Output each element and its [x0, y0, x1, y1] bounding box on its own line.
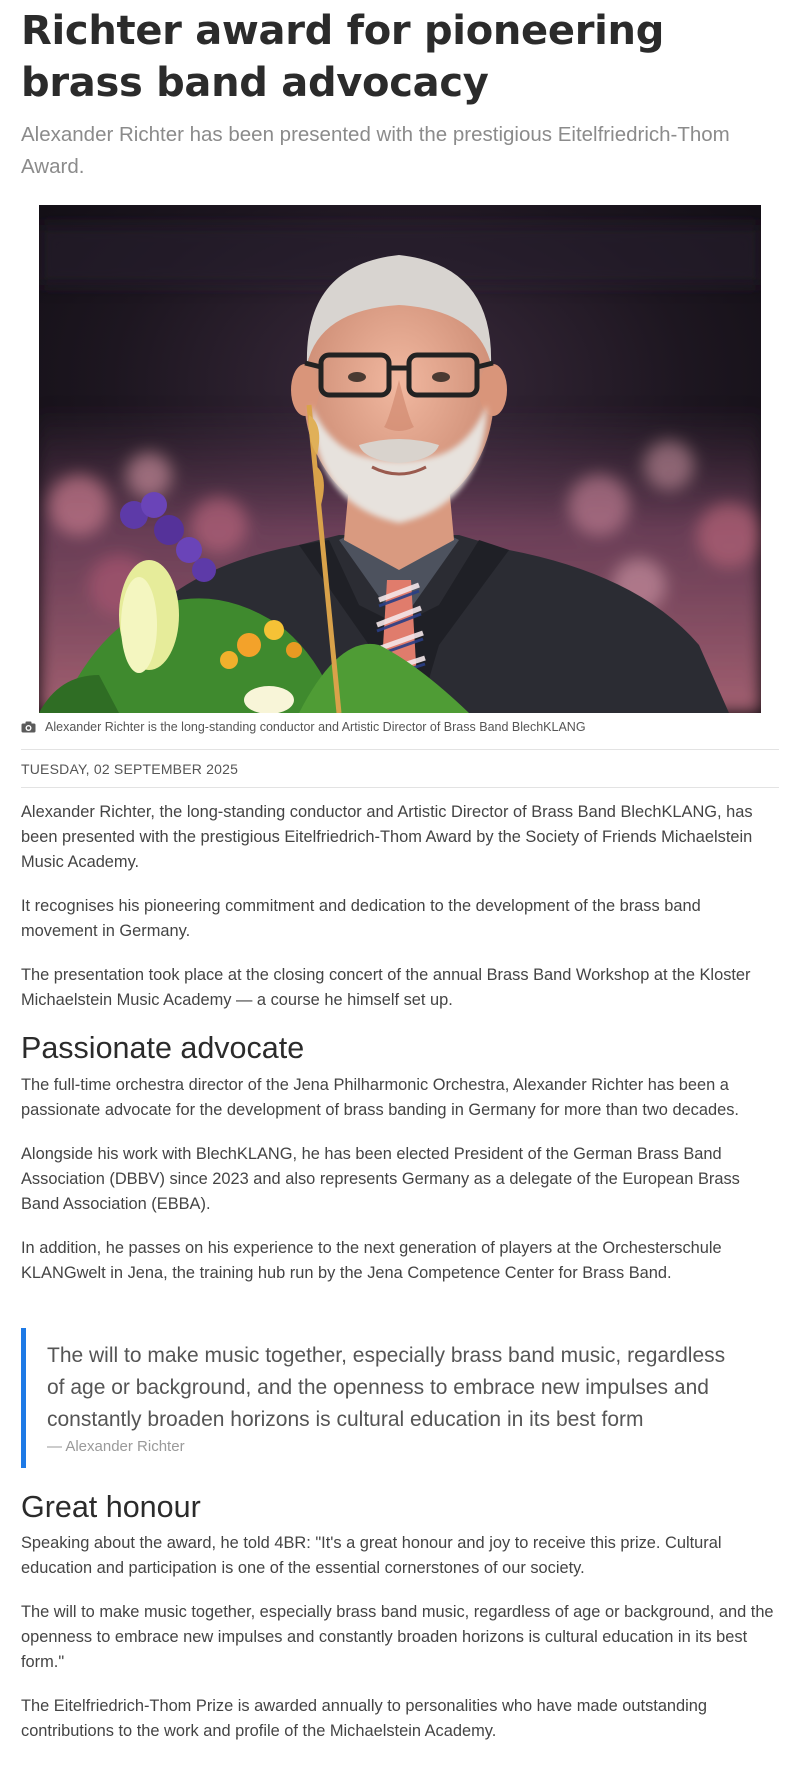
section-heading: Great honour: [21, 1490, 201, 1524]
article-body: [21, 800, 779, 1744]
paragraph: Alexander Richter, the long-standing conductor and Artistic Director of Brass Band BlechKLANG, has been presented with the prestigious Eitelfriedrich-Thom Award by the Society of Friends Michaelstein Music Academy.: [21, 803, 753, 871]
publish-date: TUESDAY, 02 SEPTEMBER 2025: [21, 761, 239, 777]
pull-quote-text: The will to make music together, especially brass band music, regardless of age or background, and the openness to embrace new impulses and constantly broaden horizons is cultural education in its best form: [47, 1344, 726, 1431]
article: [0, 5, 800, 1744]
paragraph: The full-time orchestra director of the Jena Philharmonic Orchestra, Alexander Richter has been a passionate advocate for the development of brass banding in Germany for more than two decades.: [21, 1076, 739, 1119]
section-heading: Passionate advocate: [21, 1031, 305, 1065]
pull-quote: [21, 1328, 779, 1468]
camera-icon: [21, 721, 36, 733]
paragraph: Alongside his work with BlechKLANG, he has been elected President of the German Brass Band Association (DBBV) since 2023 and also represents Germany as a delegate of the European Brass Band Association (EBBA).: [21, 1145, 740, 1213]
paragraph: It recognises his pioneering commitment and dedication to the development of the brass band movement in Germany.: [21, 897, 701, 940]
paragraph: Speaking about the award, he told 4BR: "It's a great honour and joy to receive this prize. Cultural education and participation is one of the essential cornerstones of our society.: [21, 1534, 722, 1577]
portrait-illustration: [39, 205, 761, 713]
paragraph: The will to make music together, especially brass band music, regardless of age or background, and the openness to embrace new impulses and constantly broaden horizons is cultural education in its best form.": [21, 1603, 774, 1671]
paragraph: In addition, he passes on his experience to the next generation of players at the Orchesterschule KLANGwelt in Jena, the training hub run by the Jena Competence Center for Brass Band.: [21, 1239, 722, 1282]
photo-caption-text: Alexander Richter is the long-standing conductor and Artistic Director of Brass Band BlechKLANG: [45, 720, 586, 734]
photo-caption: [21, 717, 779, 737]
article-photo[interactable]: [39, 205, 761, 713]
article-title: Richter award for pioneering brass band advocacy: [21, 8, 665, 106]
divider: [21, 787, 779, 788]
article-standfirst: Alexander Richter has been presented with the prestigious Eitelfriedrich-Thom Award.: [21, 123, 730, 178]
pull-quote-author: — Alexander Richter: [47, 1438, 185, 1455]
paragraph: The Eitelfriedrich-Thom Prize is awarded annually to personalities who have made outstanding contributions to the work and profile of the Michaelstein Academy.: [21, 1697, 708, 1740]
paragraph: The presentation took place at the closing concert of the annual Brass Band Workshop at the Kloster Michaelstein Music Academy — a course he himself set up.: [21, 966, 751, 1009]
